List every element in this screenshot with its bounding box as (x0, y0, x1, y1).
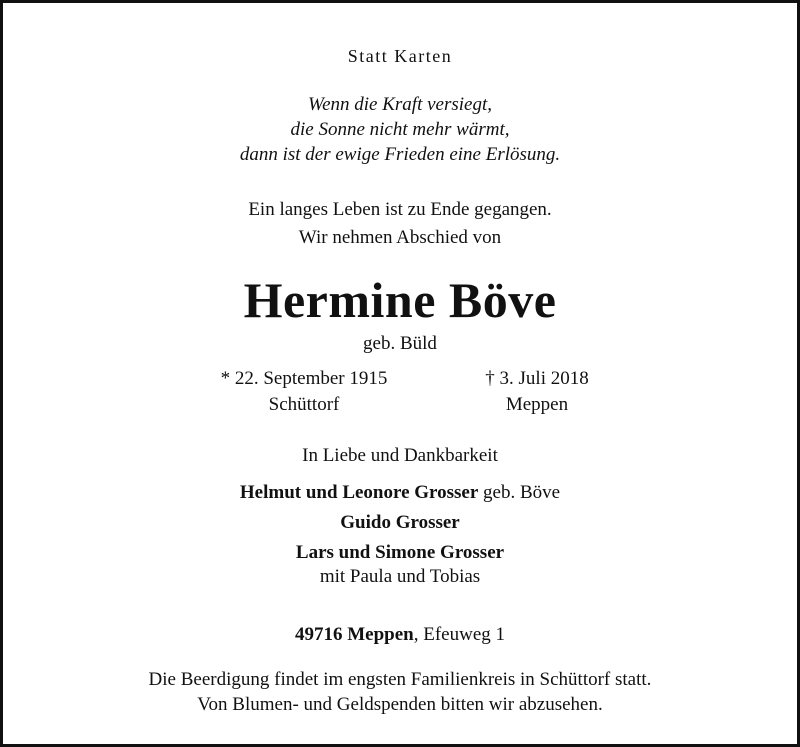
maiden-name: geb. Büld (363, 333, 437, 354)
birth-date: * 22. September 1915 (220, 368, 388, 389)
closing-line-2: Von Blumen- und Geldspenden bitten wir abzusehen. (197, 694, 603, 715)
life-dates (3, 366, 797, 418)
mourner-line-2: Guido Grosser (340, 512, 460, 533)
mourner-line-1 (3, 482, 797, 504)
poem-line-2: die Sonne nicht mehr wärmt, (290, 119, 510, 140)
death-info (469, 366, 605, 418)
death-place: Meppen (505, 394, 569, 415)
closing-line-1: Die Beerdigung findet im engsten Familienkreis in Schüttorf statt. (148, 669, 652, 690)
mourner-line-4: mit Paula und Tobias (319, 566, 481, 587)
intro-line-1: Ein langes Leben ist zu Ende gegangen. (248, 199, 552, 220)
header-text: Statt Karten (347, 46, 453, 66)
mourner-line-3: Lars und Simone Grosser (295, 542, 505, 563)
poem-line-1: Wenn die Kraft versiegt, (308, 94, 492, 115)
address (3, 624, 797, 646)
mourner-names-1: Helmut und Leonore Grosser (239, 482, 479, 503)
poem-line-3: dann ist der ewige Frieden eine Erlösung. (239, 144, 561, 165)
address-city: 49716 Meppen (294, 624, 414, 645)
intro-line-2: Wir nehmen Abschied von (298, 227, 502, 248)
mourner-maiden-1: geb. Böve (478, 482, 561, 503)
deceased-name: Hermine Böve (243, 272, 557, 328)
address-street: , Efeuweg 1 (413, 624, 506, 645)
birth-place: Schüttorf (268, 394, 340, 415)
death-date: † 3. Juli 2018 (485, 368, 589, 389)
mourners-intro: In Liebe und Dankbarkeit (302, 445, 498, 466)
birth-info (211, 366, 397, 418)
